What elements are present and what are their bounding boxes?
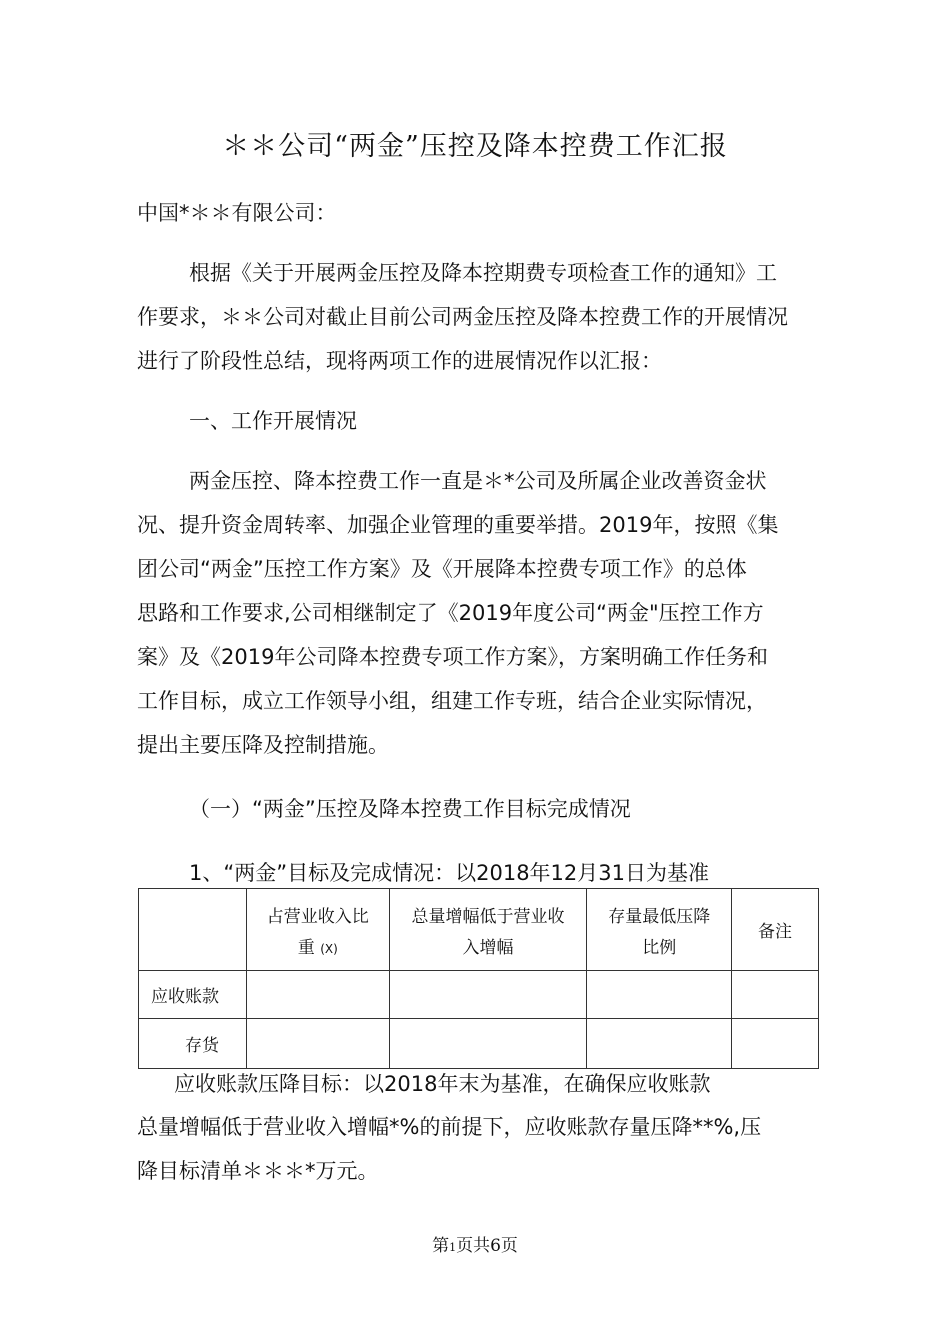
salutation: 中国*＊＊有限公司： [137, 201, 337, 225]
header-remarks: 备注 [732, 889, 819, 971]
header-growth-line1: 总量增幅低于营业收 [411, 906, 565, 927]
target-line-3: 降目标清单＊＊＊*万元。 [137, 1159, 379, 1183]
header-min-reduction [587, 889, 732, 971]
row-label-inventory: 存货 [139, 1019, 247, 1069]
footer-page-number: 1 [449, 1241, 457, 1254]
footer-prefix: 第 [432, 1236, 450, 1256]
header-revenue-ratio-suffix: (X) [320, 941, 338, 956]
section1-line-1: 两金压控、降本控费工作一直是＊*公司及所属企业改善资金状 [189, 469, 767, 493]
table-cell [732, 971, 819, 1019]
section1-line-3: 团公司“两金”压控工作方案》及《开展降本控费专项工作》的总体 [137, 557, 747, 581]
table-row [139, 971, 819, 1019]
table-header-row [139, 889, 819, 971]
header-growth [389, 889, 587, 971]
header-min-reduction-line2: 比例 [642, 937, 677, 958]
table-cell [246, 1019, 389, 1069]
section1-line-7: 提出主要压降及控制措施。 [137, 733, 389, 757]
subsection-heading: （一）“两金”压控及降本控费工作目标完成情况 [189, 797, 631, 821]
section1-heading: 一、工作开展情况 [189, 409, 357, 433]
table-cell [587, 1019, 732, 1069]
section1-line-2: 况、提升资金周转率、加强企业管理的重要举措。2019年，按照《集 [137, 513, 779, 537]
intro-line-3: 进行了阶段性总结，现将两项工作的进展情况作以汇报： [137, 349, 662, 373]
target-line-1: 应收账款压降目标：以2018年末为基准，在确保应收账款 [174, 1072, 711, 1096]
page-footer [0, 1231, 950, 1256]
document-title: ＊＊公司“两金”压控及降本控费工作汇报 [222, 131, 728, 162]
header-empty-cell [139, 889, 247, 971]
header-revenue-ratio-line2: 重 [297, 937, 315, 958]
table-cell [389, 971, 587, 1019]
header-revenue-ratio-line1: 占营业收入比 [266, 906, 369, 927]
table-cell [389, 1019, 587, 1069]
section1-line-4: 思路和工作要求,公司相继制定了《2019年度公司“两金"压控工作方 [137, 601, 764, 625]
targets-table [138, 888, 819, 1069]
table-cell [246, 971, 389, 1019]
table-row [139, 1019, 819, 1069]
footer-suffix: 页共6页 [456, 1236, 518, 1256]
section1-line-6: 工作目标，成立工作领导小组，组建工作专班，结合企业实际情况， [137, 689, 767, 713]
intro-line-1: 根据《关于开展两金压控及降本控期费专项检查工作的通知》工 [189, 261, 777, 285]
table-cell [732, 1019, 819, 1069]
intro-line-2: 作要求，＊＊公司对截止目前公司两金压控及降本控费工作的开展情况 [137, 305, 788, 329]
header-growth-line2: 入增幅 [462, 937, 514, 958]
target-line-2: 总量增幅低于营业收入增幅*%的前提下，应收账款存量压降**%,压 [137, 1115, 762, 1139]
header-revenue-ratio-line2-wrap [251, 933, 385, 958]
section1-line-5: 案》及《2019年公司降本控费专项工作方案》，方案明确工作任务和 [137, 645, 768, 669]
item1-heading: 1、“两金”目标及完成情况：以2018年12月31日为基准 [189, 861, 710, 885]
header-revenue-ratio [246, 889, 389, 971]
row-label-receivables: 应收账款 [139, 971, 247, 1019]
header-min-reduction-line1: 存量最低压降 [608, 906, 711, 927]
table-cell [587, 971, 732, 1019]
